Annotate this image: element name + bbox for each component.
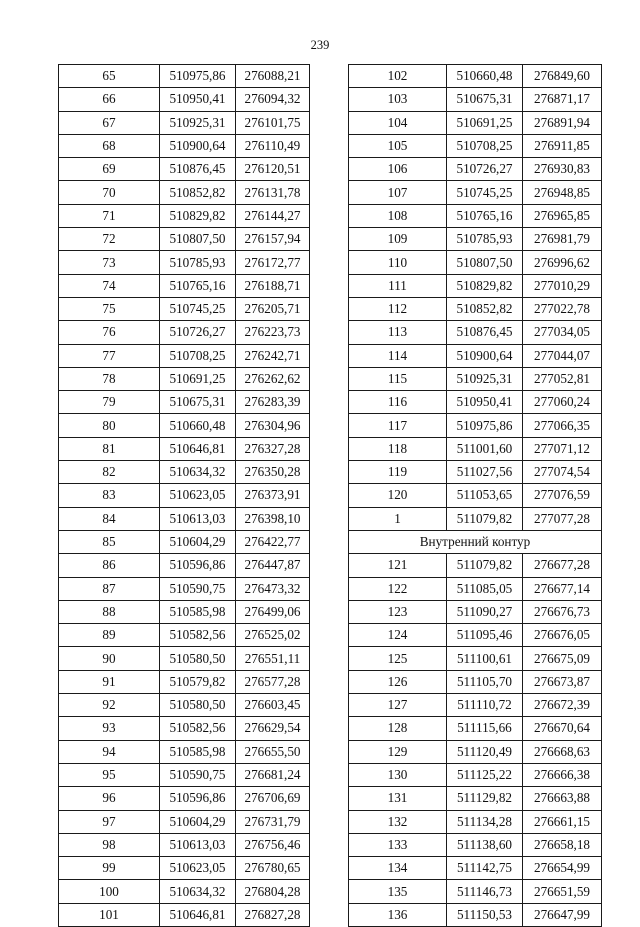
y-coordinate-cell: 277022,78 <box>523 297 602 320</box>
table-row <box>349 414 602 437</box>
x-coordinate-cell: 510590,75 <box>160 577 236 600</box>
y-coordinate-cell: 276654,99 <box>523 857 602 880</box>
point-number-cell: 107 <box>349 181 447 204</box>
y-coordinate-cell: 276088,21 <box>236 65 310 88</box>
point-number-cell: 89 <box>59 624 160 647</box>
point-number-cell: 93 <box>59 717 160 740</box>
y-coordinate-cell: 276655,50 <box>236 740 310 763</box>
point-number-cell: 94 <box>59 740 160 763</box>
point-number-cell: 122 <box>349 577 447 600</box>
point-number-cell: 65 <box>59 65 160 88</box>
table-row <box>59 204 310 227</box>
point-number-cell: 108 <box>349 204 447 227</box>
y-coordinate-cell: 277034,05 <box>523 321 602 344</box>
y-coordinate-cell: 276676,73 <box>523 600 602 623</box>
x-coordinate-cell: 510950,41 <box>160 88 236 111</box>
y-coordinate-cell: 276673,87 <box>523 670 602 693</box>
y-coordinate-cell: 276499,06 <box>236 600 310 623</box>
y-coordinate-cell: 276965,85 <box>523 204 602 227</box>
point-number-cell: 110 <box>349 251 447 274</box>
y-coordinate-cell: 276101,75 <box>236 111 310 134</box>
table-row <box>59 530 310 553</box>
point-number-cell: 131 <box>349 787 447 810</box>
point-number-cell: 128 <box>349 717 447 740</box>
point-number-cell: 70 <box>59 181 160 204</box>
y-coordinate-cell: 276849,60 <box>523 65 602 88</box>
table-row <box>349 787 602 810</box>
table-row <box>349 391 602 414</box>
table-row <box>349 554 602 577</box>
x-coordinate-cell: 511150,53 <box>447 903 523 926</box>
point-number-cell: 129 <box>349 740 447 763</box>
point-number-cell: 102 <box>349 65 447 88</box>
table-row <box>59 461 310 484</box>
point-number-cell: 80 <box>59 414 160 437</box>
x-coordinate-cell: 510708,25 <box>160 344 236 367</box>
x-coordinate-cell: 510580,50 <box>160 694 236 717</box>
table-row <box>59 367 310 390</box>
table-row <box>59 857 310 880</box>
x-coordinate-cell: 511001,60 <box>447 437 523 460</box>
x-coordinate-cell: 510708,25 <box>447 134 523 157</box>
table-row <box>349 903 602 926</box>
y-coordinate-cell: 277074,54 <box>523 461 602 484</box>
point-number-cell: 95 <box>59 763 160 786</box>
x-coordinate-cell: 510596,86 <box>160 787 236 810</box>
y-coordinate-cell: 277076,59 <box>523 484 602 507</box>
point-number-cell: 96 <box>59 787 160 810</box>
point-number-cell: 111 <box>349 274 447 297</box>
point-number-cell: 126 <box>349 670 447 693</box>
table-row <box>349 647 602 670</box>
table-row <box>59 763 310 786</box>
table-row <box>59 740 310 763</box>
point-number-cell: 116 <box>349 391 447 414</box>
y-coordinate-cell: 277060,24 <box>523 391 602 414</box>
y-coordinate-cell: 276188,71 <box>236 274 310 297</box>
y-coordinate-cell: 276996,62 <box>523 251 602 274</box>
coordinates-table-right <box>348 64 602 927</box>
y-coordinate-cell: 276670,64 <box>523 717 602 740</box>
section-title: Внутренний контур <box>349 530 602 553</box>
x-coordinate-cell: 510660,48 <box>160 414 236 437</box>
point-number-cell: 98 <box>59 833 160 856</box>
table-row <box>349 65 602 88</box>
table-row <box>59 437 310 460</box>
point-number-cell: 66 <box>59 88 160 111</box>
table-row <box>349 577 602 600</box>
y-coordinate-cell: 276651,59 <box>523 880 602 903</box>
y-coordinate-cell: 277052,81 <box>523 367 602 390</box>
table-row <box>349 694 602 717</box>
x-coordinate-cell: 510975,86 <box>447 414 523 437</box>
x-coordinate-cell: 510604,29 <box>160 810 236 833</box>
x-coordinate-cell: 511146,73 <box>447 880 523 903</box>
y-coordinate-cell: 276110,49 <box>236 134 310 157</box>
x-coordinate-cell: 510675,31 <box>447 88 523 111</box>
y-coordinate-cell: 276675,09 <box>523 647 602 670</box>
table-row <box>59 88 310 111</box>
table-row <box>59 694 310 717</box>
x-coordinate-cell: 510691,25 <box>447 111 523 134</box>
table-row <box>59 65 310 88</box>
x-coordinate-cell: 510925,31 <box>160 111 236 134</box>
x-coordinate-cell: 510646,81 <box>160 437 236 460</box>
table-row <box>349 810 602 833</box>
table-row <box>349 321 602 344</box>
point-number-cell: 1 <box>349 507 447 530</box>
table-row <box>349 600 602 623</box>
table-row <box>349 158 602 181</box>
y-coordinate-cell: 276663,88 <box>523 787 602 810</box>
x-coordinate-cell: 510785,93 <box>447 228 523 251</box>
point-number-cell: 100 <box>59 880 160 903</box>
table-row <box>349 717 602 740</box>
table-row <box>349 88 602 111</box>
table-row <box>59 717 310 740</box>
y-coordinate-cell: 276447,87 <box>236 554 310 577</box>
table-row <box>59 484 310 507</box>
x-coordinate-cell: 511085,05 <box>447 577 523 600</box>
y-coordinate-cell: 276891,94 <box>523 111 602 134</box>
table-row <box>349 437 602 460</box>
point-number-cell: 99 <box>59 857 160 880</box>
x-coordinate-cell: 510604,29 <box>160 530 236 553</box>
y-coordinate-cell: 276577,28 <box>236 670 310 693</box>
x-coordinate-cell: 510585,98 <box>160 600 236 623</box>
x-coordinate-cell: 510745,25 <box>160 297 236 320</box>
point-number-cell: 67 <box>59 111 160 134</box>
point-number-cell: 88 <box>59 600 160 623</box>
x-coordinate-cell: 510623,05 <box>160 857 236 880</box>
table-row <box>349 880 602 903</box>
x-coordinate-cell: 510745,25 <box>447 181 523 204</box>
y-coordinate-cell: 276551,11 <box>236 647 310 670</box>
table-row <box>349 228 602 251</box>
table-row <box>349 670 602 693</box>
y-coordinate-cell: 277071,12 <box>523 437 602 460</box>
x-coordinate-cell: 511027,56 <box>447 461 523 484</box>
y-coordinate-cell: 276681,24 <box>236 763 310 786</box>
point-number-cell: 117 <box>349 414 447 437</box>
table-row <box>349 204 602 227</box>
x-coordinate-cell: 511110,72 <box>447 694 523 717</box>
y-coordinate-cell: 276672,39 <box>523 694 602 717</box>
point-number-cell: 104 <box>349 111 447 134</box>
point-number-cell: 132 <box>349 810 447 833</box>
table-row <box>59 903 310 926</box>
point-number-cell: 92 <box>59 694 160 717</box>
y-coordinate-cell: 276473,32 <box>236 577 310 600</box>
table-row <box>59 274 310 297</box>
x-coordinate-cell: 510726,27 <box>160 321 236 344</box>
y-coordinate-cell: 276131,78 <box>236 181 310 204</box>
y-coordinate-cell: 276668,63 <box>523 740 602 763</box>
point-number-cell: 123 <box>349 600 447 623</box>
table-row <box>59 321 310 344</box>
point-number-cell: 77 <box>59 344 160 367</box>
x-coordinate-cell: 510807,50 <box>160 228 236 251</box>
point-number-cell: 82 <box>59 461 160 484</box>
x-coordinate-cell: 510852,82 <box>447 297 523 320</box>
y-coordinate-cell: 276677,28 <box>523 554 602 577</box>
x-coordinate-cell: 510975,86 <box>160 65 236 88</box>
x-coordinate-cell: 511138,60 <box>447 833 523 856</box>
point-number-cell: 112 <box>349 297 447 320</box>
y-coordinate-cell: 276094,32 <box>236 88 310 111</box>
x-coordinate-cell: 510585,98 <box>160 740 236 763</box>
table-row <box>349 134 602 157</box>
point-number-cell: 74 <box>59 274 160 297</box>
point-number-cell: 73 <box>59 251 160 274</box>
point-number-cell: 127 <box>349 694 447 717</box>
point-number-cell: 97 <box>59 810 160 833</box>
y-coordinate-cell: 277010,29 <box>523 274 602 297</box>
point-number-cell: 121 <box>349 554 447 577</box>
table-row <box>349 181 602 204</box>
y-coordinate-cell: 276658,18 <box>523 833 602 856</box>
point-number-cell: 133 <box>349 833 447 856</box>
point-number-cell: 84 <box>59 507 160 530</box>
y-coordinate-cell: 276172,77 <box>236 251 310 274</box>
point-number-cell: 91 <box>59 670 160 693</box>
x-coordinate-cell: 510950,41 <box>447 391 523 414</box>
table-row <box>59 787 310 810</box>
y-coordinate-cell: 276661,15 <box>523 810 602 833</box>
table-row <box>59 391 310 414</box>
table-row <box>349 833 602 856</box>
point-number-cell: 75 <box>59 297 160 320</box>
point-number-cell: 69 <box>59 158 160 181</box>
x-coordinate-cell: 511129,82 <box>447 787 523 810</box>
coordinates-table-right-body <box>349 65 602 927</box>
table-row <box>349 763 602 786</box>
x-coordinate-cell: 510765,16 <box>447 204 523 227</box>
x-coordinate-cell: 510876,45 <box>160 158 236 181</box>
x-coordinate-cell: 510596,86 <box>160 554 236 577</box>
x-coordinate-cell: 510580,50 <box>160 647 236 670</box>
point-number-cell: 72 <box>59 228 160 251</box>
table-row <box>349 857 602 880</box>
table-row <box>349 740 602 763</box>
point-number-cell: 109 <box>349 228 447 251</box>
y-coordinate-cell: 276144,27 <box>236 204 310 227</box>
y-coordinate-cell: 276327,28 <box>236 437 310 460</box>
point-number-cell: 103 <box>349 88 447 111</box>
x-coordinate-cell: 510785,93 <box>160 251 236 274</box>
table-row <box>59 297 310 320</box>
point-number-cell: 124 <box>349 624 447 647</box>
table-row <box>349 367 602 390</box>
x-coordinate-cell: 510691,25 <box>160 367 236 390</box>
y-coordinate-cell: 276205,71 <box>236 297 310 320</box>
table-row <box>59 158 310 181</box>
point-number-cell: 106 <box>349 158 447 181</box>
x-coordinate-cell: 510582,56 <box>160 624 236 647</box>
y-coordinate-cell: 276780,65 <box>236 857 310 880</box>
table-row <box>349 111 602 134</box>
point-number-cell: 114 <box>349 344 447 367</box>
x-coordinate-cell: 510829,82 <box>447 274 523 297</box>
x-coordinate-cell: 511142,75 <box>447 857 523 880</box>
x-coordinate-cell: 510900,64 <box>160 134 236 157</box>
table-row <box>59 833 310 856</box>
x-coordinate-cell: 511053,65 <box>447 484 523 507</box>
x-coordinate-cell: 510590,75 <box>160 763 236 786</box>
table-row <box>59 228 310 251</box>
x-coordinate-cell: 511125,22 <box>447 763 523 786</box>
x-coordinate-cell: 511079,82 <box>447 507 523 530</box>
point-number-cell: 135 <box>349 880 447 903</box>
table-row <box>59 507 310 530</box>
x-coordinate-cell: 510579,82 <box>160 670 236 693</box>
y-coordinate-cell: 277066,35 <box>523 414 602 437</box>
y-coordinate-cell: 276666,38 <box>523 763 602 786</box>
x-coordinate-cell: 511115,66 <box>447 717 523 740</box>
point-number-cell: 113 <box>349 321 447 344</box>
y-coordinate-cell: 276827,28 <box>236 903 310 926</box>
table-row <box>59 810 310 833</box>
x-coordinate-cell: 510613,03 <box>160 833 236 856</box>
point-number-cell: 105 <box>349 134 447 157</box>
x-coordinate-cell: 511090,27 <box>447 600 523 623</box>
point-number-cell: 86 <box>59 554 160 577</box>
y-coordinate-cell: 276373,91 <box>236 484 310 507</box>
x-coordinate-cell: 510765,16 <box>160 274 236 297</box>
point-number-cell: 76 <box>59 321 160 344</box>
x-coordinate-cell: 510623,05 <box>160 484 236 507</box>
y-coordinate-cell: 276948,85 <box>523 181 602 204</box>
y-coordinate-cell: 276603,45 <box>236 694 310 717</box>
y-coordinate-cell: 276930,83 <box>523 158 602 181</box>
point-number-cell: 115 <box>349 367 447 390</box>
table-row <box>59 670 310 693</box>
y-coordinate-cell: 277044,07 <box>523 344 602 367</box>
table-row <box>349 251 602 274</box>
y-coordinate-cell: 276242,71 <box>236 344 310 367</box>
x-coordinate-cell: 510634,32 <box>160 880 236 903</box>
x-coordinate-cell: 510925,31 <box>447 367 523 390</box>
x-coordinate-cell: 511105,70 <box>447 670 523 693</box>
point-number-cell: 85 <box>59 530 160 553</box>
x-coordinate-cell: 510646,81 <box>160 903 236 926</box>
x-coordinate-cell: 510582,56 <box>160 717 236 740</box>
table-row <box>59 624 310 647</box>
point-number-cell: 101 <box>59 903 160 926</box>
y-coordinate-cell: 277077,28 <box>523 507 602 530</box>
y-coordinate-cell: 276756,46 <box>236 833 310 856</box>
table-row <box>59 414 310 437</box>
y-coordinate-cell: 276629,54 <box>236 717 310 740</box>
x-coordinate-cell: 511095,46 <box>447 624 523 647</box>
x-coordinate-cell: 510675,31 <box>160 391 236 414</box>
table-row <box>349 297 602 320</box>
x-coordinate-cell: 510660,48 <box>447 65 523 88</box>
y-coordinate-cell: 276283,39 <box>236 391 310 414</box>
point-number-cell: 79 <box>59 391 160 414</box>
point-number-cell: 90 <box>59 647 160 670</box>
table-row <box>59 111 310 134</box>
table-row <box>59 554 310 577</box>
page-number: 239 <box>310 38 330 52</box>
point-number-cell: 130 <box>349 763 447 786</box>
point-number-cell: 134 <box>349 857 447 880</box>
y-coordinate-cell: 276911,85 <box>523 134 602 157</box>
table-row <box>349 274 602 297</box>
x-coordinate-cell: 510726,27 <box>447 158 523 181</box>
point-number-cell: 81 <box>59 437 160 460</box>
table-row <box>59 251 310 274</box>
y-coordinate-cell: 276398,10 <box>236 507 310 530</box>
table-row <box>59 600 310 623</box>
table-row <box>349 344 602 367</box>
x-coordinate-cell: 511079,82 <box>447 554 523 577</box>
table-row <box>349 461 602 484</box>
y-coordinate-cell: 276422,77 <box>236 530 310 553</box>
y-coordinate-cell: 276677,14 <box>523 577 602 600</box>
point-number-cell: 125 <box>349 647 447 670</box>
y-coordinate-cell: 276304,96 <box>236 414 310 437</box>
x-coordinate-cell: 511100,61 <box>447 647 523 670</box>
coordinates-table-left <box>58 64 310 927</box>
x-coordinate-cell: 510876,45 <box>447 321 523 344</box>
x-coordinate-cell: 510852,82 <box>160 181 236 204</box>
x-coordinate-cell: 511134,28 <box>447 810 523 833</box>
point-number-cell: 120 <box>349 484 447 507</box>
point-number-cell: 119 <box>349 461 447 484</box>
x-coordinate-cell: 510900,64 <box>447 344 523 367</box>
point-number-cell: 71 <box>59 204 160 227</box>
point-number-cell: 78 <box>59 367 160 390</box>
y-coordinate-cell: 276120,51 <box>236 158 310 181</box>
point-number-cell: 118 <box>349 437 447 460</box>
y-coordinate-cell: 276262,62 <box>236 367 310 390</box>
y-coordinate-cell: 276157,94 <box>236 228 310 251</box>
y-coordinate-cell: 276871,17 <box>523 88 602 111</box>
point-number-cell: 87 <box>59 577 160 600</box>
table-row <box>59 181 310 204</box>
y-coordinate-cell: 276804,28 <box>236 880 310 903</box>
point-number-cell: 136 <box>349 903 447 926</box>
table-row <box>59 344 310 367</box>
point-number-cell: 68 <box>59 134 160 157</box>
y-coordinate-cell: 276525,02 <box>236 624 310 647</box>
y-coordinate-cell: 276706,69 <box>236 787 310 810</box>
table-row <box>59 134 310 157</box>
table-row <box>349 624 602 647</box>
x-coordinate-cell: 510634,32 <box>160 461 236 484</box>
y-coordinate-cell: 276676,05 <box>523 624 602 647</box>
y-coordinate-cell: 276731,79 <box>236 810 310 833</box>
y-coordinate-cell: 276981,79 <box>523 228 602 251</box>
x-coordinate-cell: 511120,49 <box>447 740 523 763</box>
section-header-row <box>349 530 602 553</box>
point-number-cell: 83 <box>59 484 160 507</box>
x-coordinate-cell: 510829,82 <box>160 204 236 227</box>
y-coordinate-cell: 276350,28 <box>236 461 310 484</box>
table-row <box>59 880 310 903</box>
x-coordinate-cell: 510613,03 <box>160 507 236 530</box>
coordinates-table-left-body <box>59 65 310 927</box>
y-coordinate-cell: 276223,73 <box>236 321 310 344</box>
y-coordinate-cell: 276647,99 <box>523 903 602 926</box>
table-row <box>349 507 602 530</box>
x-coordinate-cell: 510807,50 <box>447 251 523 274</box>
table-row <box>59 577 310 600</box>
table-row <box>59 647 310 670</box>
table-row <box>349 484 602 507</box>
